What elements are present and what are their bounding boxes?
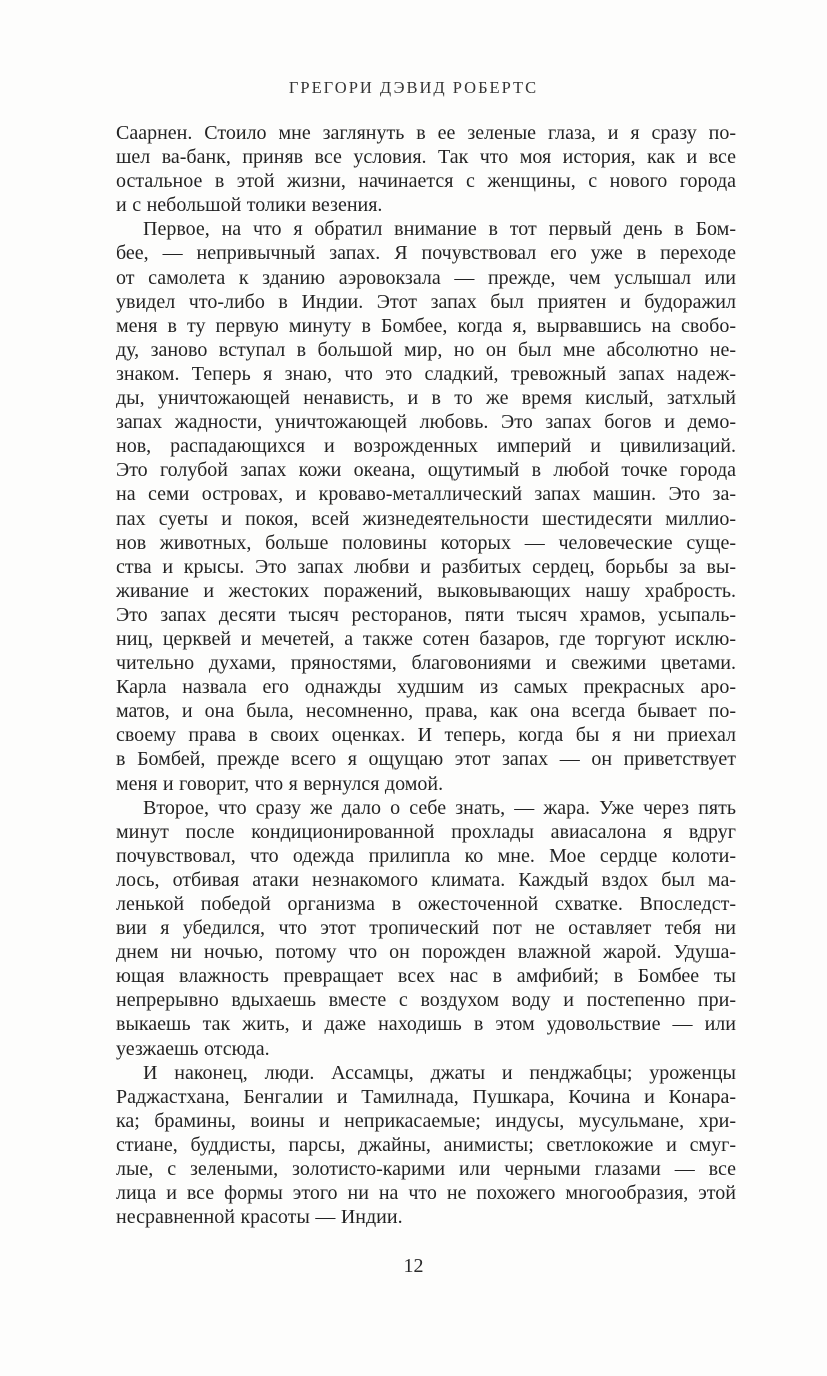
text-line: днем ни ночью, потому что он порожден влажной жарой. Удуша-	[116, 941, 736, 964]
text-line: ленькой победой организма в ожесточенной схватке. Впоследст-	[116, 893, 736, 915]
text-line: шел ва-банк, приняв все условия. Так что моя история, как и все	[116, 146, 736, 169]
text-line: Раджастхана, Бенгалии и Тамилнада, Пушкара, Кочина и Конара-	[116, 1085, 736, 1108]
text-line: ка; брамины, воины и неприкасаемые; индусы, мусульмане, хри-	[116, 1109, 736, 1132]
text-line: ющая влажность превращает всех нас в амфибий; в Бомбее ты	[116, 965, 736, 988]
text-line: матов, и она была, несомненно, права, как она всегда бывает по-	[116, 700, 736, 723]
text-line: лось, отбивая атаки незнакомого климата. Каждый вздох был ма-	[116, 868, 736, 891]
text-line: своему права в своих оценках. И теперь, когда бы я ни приехал	[116, 724, 736, 747]
text-line: чительно духами, пряностями, благовониями и свежими цветами.	[116, 652, 736, 675]
text-line: Саарнен. Стоило мне заглянуть в ее зеленые глаза, и я сразу по-	[116, 122, 736, 144]
text-line: несравненной красоты — Индии.	[116, 1206, 403, 1229]
text-line: на семи островах, и кроваво-металлический запах машин. Это за-	[116, 483, 736, 506]
text-line: остальное в этой жизни, начинается с женщины, с нового города	[116, 170, 736, 193]
text-line: знаком. Теперь я знаю, что это сладкий, тревожный запах надеж-	[116, 362, 736, 385]
paragraph	[116, 121, 736, 217]
text-line: меня в ту первую минуту в Бомбее, когда я, вырвавшись на свобо-	[116, 314, 736, 337]
text-line: Карла назвала его однажды худшим из самых прекрасных аро-	[116, 676, 736, 699]
text-line: нов, распадающихся и возрожденных империй и цивилизаций.	[116, 435, 736, 458]
text-line: живание и жестоких поражений, выковывающих нашу храбрость.	[116, 579, 736, 602]
text-line: Первое, на что я обратил внимание в тот первый день в Бом-	[143, 218, 736, 241]
text-line: меня и говорит, что я вернулся домой.	[116, 772, 444, 795]
text-line: запах жадности, уничтожающей любовь. Это запах богов и демо-	[116, 411, 736, 434]
text-line: вии я убедился, что этот тропический пот не оставляет тебя ни	[116, 917, 736, 940]
text-line: и с небольшой толики везения.	[116, 194, 383, 217]
text-line: ства и крысы. Это запах любви и разбитых сердец, борьбы за вы-	[116, 555, 736, 578]
text-line: ду, заново вступал в большой мир, но он был мне абсолютно не-	[116, 338, 736, 361]
text-line: Это запах десяти тысяч ресторанов, пяти тысяч храмов, усыпаль-	[116, 603, 736, 626]
text-line: нов животных, больше половины которых — человеческие суще-	[116, 531, 736, 554]
text-line: от самолета к зданию аэровокзала — прежде, чем услышал или	[116, 266, 736, 289]
text-line: Это голубой запах кожи океана, ощутимый в любой точке города	[116, 459, 736, 482]
text-line: лица и все формы этого ни на что не похожего многообразия, этой	[116, 1182, 736, 1205]
text-line: выкаешь так жить, и даже находишь в этом удовольствие — или	[116, 1013, 736, 1036]
text-line: минут после кондиционированной прохлады авиасалона я вдруг	[116, 820, 736, 843]
text-line: почувствовал, что одежда прилипла ко мне. Мое сердце колоти-	[116, 844, 736, 867]
text-line: пах суеты и покоя, всей жизнедеятельности шестидесяти миллио-	[116, 507, 736, 530]
text-line: ды, уничтожающей ненависть, и в то же время кислый, затхлый	[116, 387, 736, 410]
page-number: 12	[403, 1255, 424, 1277]
text-line: бее, — непривычный запах. Я почувствовал его уже в переходе	[116, 242, 736, 265]
text-line: стиане, буддисты, парсы, джайны, анимисты; светлокожие и смуг-	[116, 1133, 736, 1156]
running-header-author: ГРЕГОРИ ДЭВИД РОБЕРТС	[288, 78, 539, 97]
paragraph	[116, 217, 736, 795]
text-line: Второе, что сразу же дало о себе знать, — жара. Уже через пять	[143, 796, 736, 819]
text-line: в Бомбей, прежде всего я ощущаю этот запах — он приветствует	[116, 748, 736, 771]
text-line: непрерывно вдыхаешь вместе с воздухом воду и постепенно при-	[116, 989, 736, 1012]
text-line: И наконец, люди. Ассамцы, джаты и пенджабцы; уроженцы	[143, 1061, 736, 1084]
text-line: лые, с зелеными, золотисто-карими или черными глазами — все	[116, 1158, 736, 1181]
body-text	[116, 121, 736, 1229]
paragraph	[116, 796, 736, 1061]
text-line: уезжаешь отсюда.	[116, 1037, 270, 1060]
text-line: ниц, церквей и мечетей, а также сотен базаров, где торгуют исклю-	[116, 627, 736, 650]
text-line: увидел что-либо в Индии. Этот запах был приятен и будоражил	[116, 290, 736, 313]
paragraph	[116, 1061, 736, 1230]
